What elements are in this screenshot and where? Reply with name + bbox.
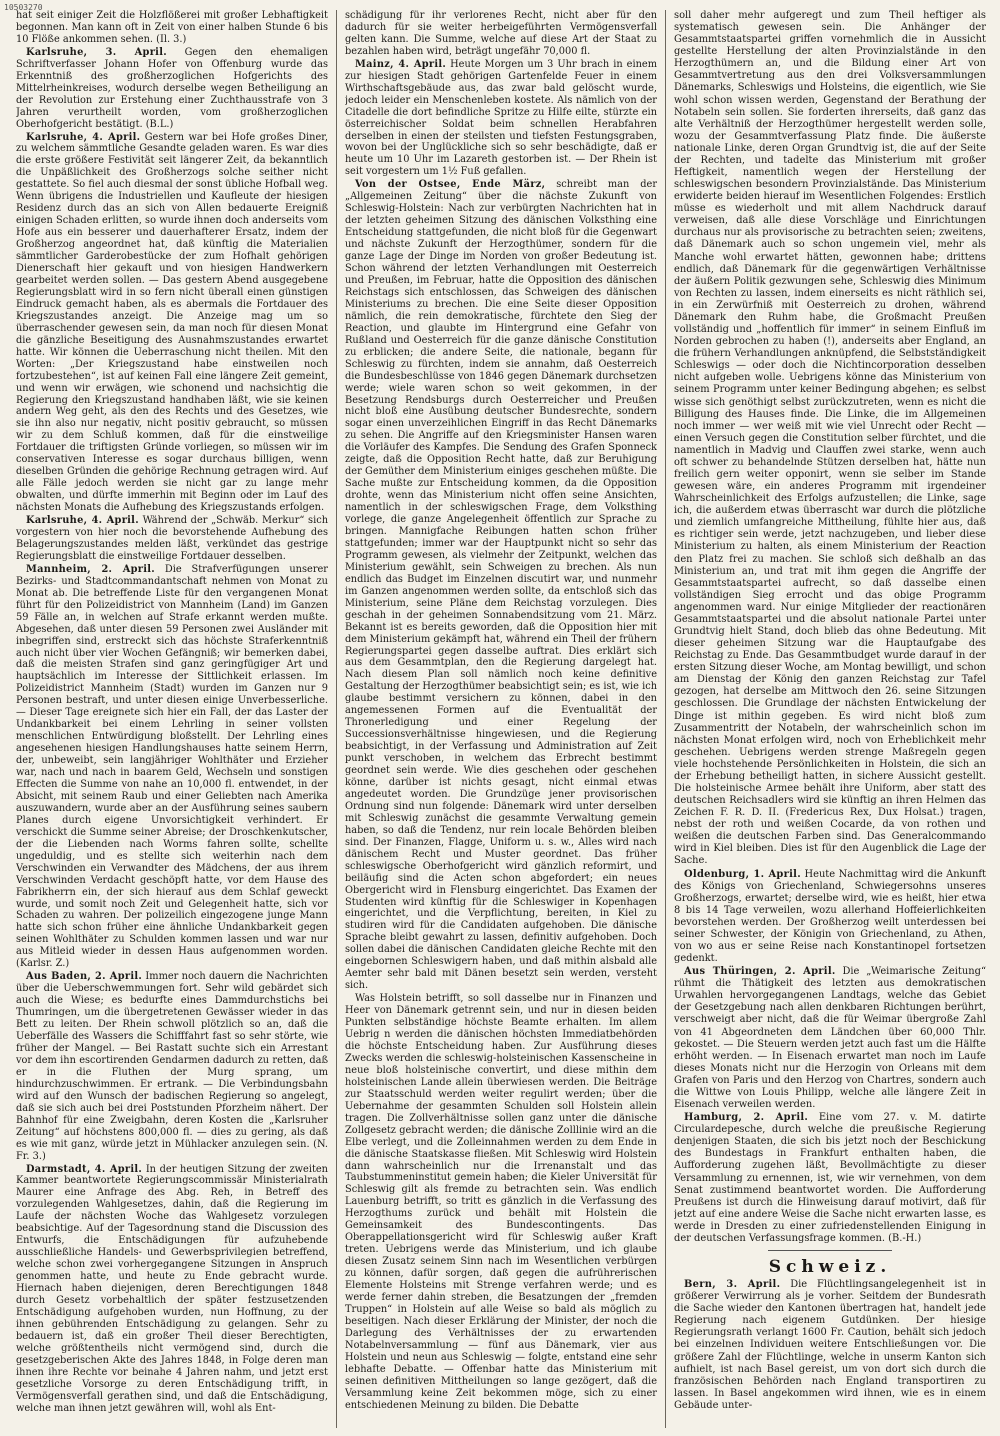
article-text: Heute Morgen um 3 Uhr brach in einem zur hiesigen Stadt gehörigen Gartenfelde Feuer in einem Wirthschaftsgebäude aus, das zwar bald gelöscht wurde, jedoch leider ein Menschenleben kostete. Als nämlich von der Citadelle die dort befindliche Spritze zu Hilfe eilte, stürzte ein österreichischer Soldat beim schnellen Herabfahren derselben in einen der steilsten und tiefsten Festungsgraben, wovon bei der Unglückliche sich so sehr beschädigte, daß er heute um 10 Uhr im Lazareth gestorben ist. — Der Rhein ist seit vorgestern um 1½ Fuß gefallen. bbox=[345, 58, 657, 178]
article-paragraph bbox=[16, 10, 328, 46]
article-text: Die „Weimarische Zeitung“ rühmt die Thätigkeit des letzten aus demokratischen Urwahlen hervorgegangenen Landtags, welche das Gebiet der Gesetzgebung nach allen denkbaren Richtungen berührt, verschweigt aber nicht, daß die für Weimar übergroße Zahl von 41 Abgeordneten dem Ländchen über 60,000 Thlr. gekostet. — Die Steuern werden jetzt auch fast um die Hälfte erhöht werden. — In Eisenach erwartet man noch im Laufe dieses Monats nicht nur die Herzogin von Orleans mit dem Grafen von Paris und den Herzog von Chartres, sondern auch die Wittwe von Louis Philipp, welche alle längere Zeit in Eisenach verweilen werden. bbox=[674, 966, 986, 1111]
article-dateline: Mainz, 4. April. bbox=[355, 58, 447, 70]
article-text: soll daher mehr aufgeregt und zum Theil heftiger als systematisch gewesen sein. Die Anhänger der Gesammtstaatspartei griffen vornehmlich die in Aussicht gestellte Herstellung der alten Provinzialstände in den Herzogthümern an, und die Bildung einer Art von Gesammtvertretung aus den drei Volksversammlungen Dänemarks, Schleswigs und Holsteins, die eigentlich, wie Sie wohl schon wissen werden, Gegenstand der Berathung der Notabeln sein sollen. Sie forderten ihrerseits, daß ganz das alte Verhältniß der Herzogthümer hergestellt werden solle, wozu der Gesammtverfassung Platz finde. Die äußerste nationale Linke, deren Organ Grundtvig ist, die auf der Seite der Rechten, und tadelte das Ministerium mit großer Heftigkeit, namentlich wegen der Herstellung der schleswigschen besondern Provinzialstände. Das Ministerium erwiderte beiden hierauf im Wesentlichen Folgendes: Erstlich müsse es wiederholt und mit allem Nachdruck darauf verweisen, daß alle diese Vorschläge und Einrichtungen durchaus nur als provisorische zu betrachten seien; zweitens, daß Dänemark auch so schon ungemein viel, mehr als Manche wohl erwartet hätten, gewonnen habe; drittens endlich, daß Dänemark für die gegenwärtigen Verhältnisse der äußern Politik gezwungen sehe, Schleswig dies Minimum von Rechten zu lassen, indem einerseits es nicht räthlich sei, in ein Zerwürfniß mit Oesterreich zu drohen, während Dänemark den Ruhm habe, die Großmacht Preußen vollständig und „hoffentlich für immer“ in seinem Einfluß im Norden gebrochen zu haben (!), anderseits aber England, an die frühern Verhandlungen anknüpfend, die Selbstständigkeit Schleswigs — oder doch die Nichtincorporation desselben nicht aufgeben wolle. Uebrigens könne das Ministerium von seinem Programm unter keiner Bedingung abgehen; es selbst wisse sich genöthigt selbst zurückzutreten, wenn es nicht die Billigung des Hauses finde. Die Linke, die im Allgemeinen noch immer — wer weiß mit wie viel Unrecht oder Recht — einen Versuch gegen die Constitution selber fürchtet, und die namentlich in Madvig und Clauffen zwei starke, wenn auch oft schwer zu behandelnde Stützen derselben hat, hätte nun freilich gern weiter opponirt, wenn sie selber im Stande gewesen wäre, ein anderes Programm mit irgendeiner Wahrscheinlichkeit des Erfolgs aufzustellen; die Linke, sage ich, die außerdem etwas überrascht war durch die plötzliche und ziemlich umfangreiche Mittheilung, fühlte hier aus, daß es richtiger sein werde, jetzt nachzugeben, und lieber diese Ministerium zu halten, als einem Ministerium der Reaction den Platz frei zu machen. Sie schloß sich deßhalb an das Ministerium an, und trat mit ihm gegen die Angriffe der Gesammtstaatspartei aufrecht, so daß dasselbe einen vollständigen Sieg errocht und das obige Programm angenommen ward. Nur einige Mitglieder der reactionären Gesammtstaatspartei und die absolut nationale Partei unter Grundtvig hielt Stand, doch blieb das ohne Bedeutung. Mit dieser geheimen Sitzung war die Hauptaufgabe des Reichstag zu Ende. Das Gesammtbudget wurde darauf in der ersten Sitzung dieser Woche, am Montag bewilligt, und schon am Dienstag der König den ganzen Reichstag zur Tafel gezogen, hat derselbe am Mittwoch den 26. seine Sitzungen geschlossen. Die Grundlage der nächsten Entwickelung der Dinge ist mithin gegeben. Es wird nicht bloß zum Zusammentritt der Notabeln, der wahrscheinlich schon im nächsten Monat erfolgen wird, noch von Erheblichkeit mehr geschehen. Uebrigens werden strenge Maßregeln gegen viele hochstehende Persönlichkeiten in Holstein, die sich an der Erhebung betheiligt hatten, in sichere Aussicht gestellt. Die holsteinische Armee behält ihre Uniform, aber statt des deutschen Reichsadlers wird sie künftig an ihren Helmen das Zeichen F. R. D. II. (Fredericus Rex, Dux Holsat.) tragen, nebst der roth und weißen Cocarde, da von rothen und weißen die deutschen Farben sind. Das Generalcommando wird in Kiel bleiben. Dies ist für den Augenblick die Lage der Sache. bbox=[674, 10, 986, 867]
article-paragraph bbox=[16, 47, 328, 131]
article-paragraph bbox=[674, 10, 986, 868]
article-paragraph bbox=[16, 515, 328, 563]
article-dateline: Aus Thüringen, 2. April. bbox=[684, 966, 836, 978]
article-paragraph bbox=[674, 966, 986, 1111]
article-paragraph bbox=[674, 1279, 986, 1412]
article-dateline: Bern, 3. April. bbox=[684, 1279, 781, 1291]
column-rule bbox=[336, 10, 337, 1428]
article-dateline: Aus Baden, 2. April. bbox=[26, 971, 143, 983]
article-paragraph bbox=[674, 869, 986, 966]
article-dateline: Karlsruhe, 4. April. bbox=[26, 515, 139, 527]
column-2 bbox=[345, 10, 657, 1428]
article-paragraph bbox=[16, 564, 328, 970]
article-paragraph bbox=[345, 10, 657, 58]
article-paragraph bbox=[345, 993, 657, 1411]
article-paragraph bbox=[16, 1164, 328, 1415]
article-paragraph bbox=[16, 132, 328, 515]
newspaper-page bbox=[16, 10, 986, 1428]
article-dateline: Karlsruhe, 3. April. bbox=[26, 46, 167, 58]
column-rule bbox=[665, 10, 666, 1428]
column-3 bbox=[674, 10, 986, 1428]
section-divider bbox=[768, 1250, 893, 1251]
article-text: schädigung für ihr verlorenes Recht, nicht aber für den dadurch für sie weiter herbeigeführten Vermögensverfall gelten kann. Die Summe, welche auf diese Art der Staat zu bezahlen haben wird, beträgt ungefähr 70,000 fl. bbox=[345, 10, 657, 57]
article-text: Gestern war bei Hofe großes Diner, zu welchem sämmtliche Gesandte geladen waren. Es war dies die erste größere Festivität seit längerer Zeit, da bekanntlich die Unpäßlichkeit des Großherzogs solche seither nicht gestattete. So fiel auch diesmal der sonst übliche Hofball weg. Wenn übrigens die Industriellen und Kaufleute der hiesigen Residenz durch das an sich von Allen bedauerte Ereigniß einigen Schaden erlitten, so wurde ihnen doch anderseits vom Hofe aus ein besserer und dauerhafterer Ersatz, indem der Großherzog angeordnet hat, daß künftig die Materialien sämmtlicher Garderobestücke der zum Hofhalt gehörigen Dienerschaft hier gekauft und von hiesigen Handwerkern gearbeitet werden sollen. — Das gestern Abend ausgegebene Regierungsblatt wird in so fern nicht überall einen günstigen Eindruck gemacht haben, als es abermals die Fortdauer des Kriegszustandes anzeigt. Die Anzeige mag um so überraschender gewesen sein, da man noch für diesen Monat die gänzliche Beseitigung des Ausnahmszustandes erwartet hatte. Wir können die Ueberraschung nicht theilen. Mit den Worten: „Der Kriegszustand habe einstweilen noch fortzubestehen“, ist auf keinen Fall eine längere Zeit gemeint, und wenn wir erwägen, wie schonend und nachsichtig die Regierung den Kriegszustand handhaben läßt, wie sie keinen andern Weg geht, als den des Rechts und des Gesetzes, wie sie ihn also nur negativ, nicht positiv gebraucht, so müssen wir zu dem Schluß kommen, daß für die einstweilige Fortdauer die triftigsten Gründe vorliegen, so müssen wir im conservativen Interesse es sogar durchaus billigen, wenn dieselben Gründen die gehörige Rechnung getragen wird. Auf alle Fälle jedoch werden sie nicht gar zu lange mehr obwalten, und dürfte immerhin mit Beginn oder im Lauf des nächsten Monats die Aufhebung des Kriegszustands erfolgen. bbox=[16, 131, 328, 514]
article-dateline: Von der Ostsee, Ende März, bbox=[355, 179, 546, 191]
article-text: In der heutigen Sitzung der zweiten Kammer beantwortete Regierungscommissär Ministerialrath Maurer eine Anfrage des Abg. Reh, in Betreff des vorzulegenden Wahlgesetzes, dahin, daß die Regierung im Laufe der nächsten Woche das Wahlgesetz vorzulegen beabsichtige. Auf der Tagesordnung stand die Discussion des Entwurfs, die Entschädigungen für aufzuhebende ausschließliche Handels- und Gewerbsprivilegien betreffend, welche schon zwei vorhergegangene Sitzungen in Anspruch genommen hatte, und heute zu Ende gebracht wurde. Hiernach haben diejenigen, deren Berechtigungen 1848 durch Gesetz vorbehaltlich der später festzusetzenden Entschädigung aufgehoben wurden, nun Hoffnung, zu der ihnen gebührenden Entschädigung zu gelangen. Sehr zu bedauern ist, daß ein großer Theil dieser Berechtigten, welche größtentheils nicht vermögend sind, durch die gesetzgeberischen Akte des Jahres 1848, in Folge deren man ihnen ihre Rechte vor beinahe 4 Jahren nahm, und jetzt erst gesetzliche Vorsorge zu deren Entschädigung trifft, in Vermögensverfall gerathen sind, und daß die Entschädigung, welche man ihnen jetzt gewähren will, wohl als Ent- bbox=[16, 1163, 328, 1414]
article-text: Gegen den ehemaligen Schriftverfasser Johann Hofer von Offenburg wurde das Erkenntniß des großherzoglichen Hofgerichts des Mittelrheinkreises, wodurch derselbe wegen Betheiligung an der Revolution zur Erstehung einer Zuchthausstrafe von 3 Jahren verurtheilt worden, vom großherzoglichen Oberhofgericht bestätigt. (B.L.) bbox=[16, 46, 328, 130]
article-text: Immer noch dauern die Nachrichten über die Ueberschwemmungen fort. Sehr wild gebärdet sich auch die Wiese; es bedurfte eines Dammdurchstichs bei Thumringen, um die übergetretenen Gewässer wieder in das Bett zu leiten. Der Rhein schwoll plötzlich so an, daß die Ueberfälle des Wassers die Schifffahrt fast so sehr störte, wie früher der Mangel. — Bei Rastatt suchte sich ein Arrestant vor dem ihn escortirenden Gendarmen dadurch zu retten, daß er in die Fluthen der Murg sprang, um hindurchzuschwimmen. Er ertrank. — Die Verbindungsbahn wird auf den Wunsch der badischen Regierung so angelegt, daß sie sich auch bei drei Poststunden Pforzheim nähert. Der Bahnhof für eine Zweigbahn, deren Kosten die „Karlsruher Zeitung“ auf höchstens 800,000 fl. — dies zu gering, als daß es wie mit ganz, würde jetzt in Mühlacker anzulegen sein. (N. Fr. 3.) bbox=[16, 971, 328, 1162]
article-dateline: Mannheim, 2. April. bbox=[26, 563, 155, 575]
article-text: hat seit einiger Zeit die Holzflößerei mit großer Lebhaftigkeit begonnen. Man kann oft in Zeit von einer halben Stunde 6 bis 10 Flöße ankommen sehen. (Il. 3.) bbox=[16, 10, 328, 45]
article-text: schreibt man der „Allgemeinen Zeitung“ über die nächste Zukunft von Schleswig-Holstein: Nach zur verbürgten Nachrichten hat in der letzten geheimen Sitzung des dänischen Volksthing eine Entscheidung stattgefunden, die nicht bloß für die Gegenwart und nächste Zukunft der Herzogthümer, sondern für die ganze Lage der Dinge im Norden von großer Bedeutung ist. Schon während der letzten Verhandlungen mit Oesterreich und Preußen, im Februar, hatte die Opposition des dänischen Reichstags sich entschlossen, das Schweigen des dänischen Ministeriums zu brechen. Die eine Seite dieser Opposition nämlich, die rein demokratische, fürchtete den Sieg der Reaction, und glaubte im Hintergrund eine Gefahr von Rußland und Oesterreich für die ganze dänische Constitution zu erblicken; die andere Seite, die nationale, begann für Schleswig zu fürchten, indem sie annahm, daß Oesterreich die Bundesbeschlüsse von 1846 gegen Dänemark durchsetzen werde; wiele waren schon so weit gekommen, in der Besetzung Rendsburgs durch Oesterreicher und Preußen nicht bloß eine Ausübung deutscher Bundesrechte, sondern sogar einen unverzeihlichen Eingriff in das Recht Dänemarks zu sehen. Die Angriffe auf den Kriegsminister Hansen waren die Vorläufer des Kampfes. Die Sendung des Grafen Sponneck zeigte, daß die Opposition Recht hatte, daß zur Beruhigung der Gemüther dem Ministerium einiges geschehen müßte. Die Sache mußte zur Entscheidung kommen, da die Opposition drohte, wenn das Ministerium nicht offen seine Ansichten, namentlich in der schleswigschen Frage, dem Volksthing vorlege, die ganze Angelegenheit öffentlich zur Sprache zu bringen. Mannigfache Reibungen hatten schon früher stattgefunden; immer war der Hauptpunkt nicht so sehr das Programm gewesen, als vielmehr der Zeitpunkt, welchen das Ministerium gewählt, sein Schweigen zu brechen. Als nun endlich das Budget im Einzelnen discutirt war, und nunmehr im Ganzen angenommen werden sollte, da entschloß sich das Ministerium, seine Pläne dem Reichstag vorzulegen. Dies geschah in der geheimen Sonnabendsitzung vom 21. März. Bekannt ist es bereits geworden, daß die Opposition hier mit dem Ministerium gekämpft hat, während ein Theil der frühern Regierungspartei gegen dasselbe auftrat. Dies erklärt sich aus dem Gesammtplan, den die Regierung dargelegt hat. Nach diesem Plan soll nämlich noch keine definitive Gestaltung der Herzogthümer beabsichtigt sein; es ist, wie ich glaube bestimmt versichern zu können, dabei in den angemessenen Formen auf die Eventualität der Thronerledigung und einer Regelung der Successionsverhältnisse hingewiesen, und die Regierung beabsichtigt, in der Verfassung und Administration auf Zeit punkt verschoben, in welchem das Erbrecht bestimmt geordnet sein werde. Wie dies geschehen oder geschehen könne, darüber ist nichts gesagt, nicht einmal etwas angedeutet worden. Die Grundzüge jener provisorischen Ordnung sind nun folgende: Dänemark wird unter derselben mit Schleswig zunächst die gesammte Verwaltung gemein haben, so daß die Tendenz, nur rein locale Behörden bleiben sind. Der Finanzen, Flagge, Uniform u. s. w., Alles wird nach dänischem Recht und Muster geordnet. Das früher schleswigsche Oberhofgericht wird gänzlich reformirt, und beiläufig sind die Acten schon abgefordert; ein neues Obergericht wird in Flensburg eingerichtet. Das Examen der Studenten wird künftig für die Schleswiger in Kopenhagen eingerichtet, und die Verpflichtung, bereiten, in Kiel zu studiren wird für die Candidaten aufgehoben. Die dänische Sprache bleibt gewahrt zu lassen, definitiv aufgehoben. Doch sollen dabei die dänischen Candidaten gleiche Rechte mit den eingebornen Schleswigern haben, und daß mithin alsbald alle Aemter sehr bald mit Dänen besetzt sein werden, versteht sich. bbox=[345, 179, 657, 992]
column-1 bbox=[16, 10, 328, 1428]
article-paragraph bbox=[674, 1112, 986, 1245]
article-text: Die Flüchtlingsangelegenheit ist in größerer Verwirrung als je vorher. Seitdem der Bundesrath die Sache wieder den Kantonen übertragen hat, handelt jede Regierung nach eigenem Gutdünken. Der hiesige Regierungsrath verlangt 1600 Fr. Caution, behält sich jedoch bei einzelnen Individuen weitere Entschließungen vor. Die größere Zahl der Flüchtlinge, welche in unserm Kanton sich aufhielt, ist nach Basel gereist, um von dort sich durch die französischen Behörden nach England transportiren zu lassen. In Basel angekommen wird ihnen, wie es in einem Gebäude unter- bbox=[674, 1279, 986, 1411]
article-dateline: Darmstadt, 4. April. bbox=[26, 1163, 143, 1175]
article-paragraph bbox=[16, 971, 328, 1162]
article-dateline: Hamburg, 2. April. bbox=[684, 1112, 809, 1124]
article-text: Eine vom 27. v. M. datirte Circulardepesche, durch welche die preußische Regierung denjenigen Staaten, die sich bis jetzt noch der Beschickung des Bundestags in Frankfurt enthalten haben, die Aufforderung zugehen läßt, Bevollmächtigte zu dieser Versammlung zu ernennen, ist, wie wir vernehmen, von dem Senat zustimmend beantwortet worden. Die Aufforderung Preußens ist durch die Hinweisung darauf motivirt, daß für jetzt auf eine andere Weise die Sache nicht erwarten lasse, es werde in Dresden zu einer zufriedenstellenden Einigung in der deutschen Verfassungsfrage kommen. (B.-H.) bbox=[674, 1112, 986, 1244]
section-heading: Schweiz. bbox=[768, 1256, 892, 1277]
document-id: 10503270 bbox=[4, 3, 43, 12]
article-text: Was Holstein betrifft, so soll dasselbe nur in Finanzen und Heer von Dänemark getrennt sein, und nur in diesen beiden Punkten selbständige höchste Beamte erhalten. Im allem Uebrig n werden die dänischen höchsten Immediatbehörden die höchste Entscheidung haben. Zur Ausführung dieses Zwecks werden die schleswig-holsteinischen Kassenscheine in neue bloß holsteinische convertirt, und diese mithin dem holsteinischen Lande allein überwiesen werden. Die Beiträge zur Staatsschuld werden weiter regulirt werden; über die Uebernahme der gesammten Schulden soll Holstein allein tragen. Die Zollverhältnisse sollen ganz unter die dänische Zollgesetz gebracht werden; die dänische Zolllinie wird an die Elbe verlegt, und die Zolleinnahmen werden zu dem Ende in die dänische Staatskasse fließen. Mit Schleswig wird Holstein dann wahrscheinlich nur die Irrenanstalt und das Taubstummeninstitut gemein haben; die Kieler Universität für Schleswig gilt als fremde zu betrachten sein. Was endlich Lauenburg betrifft, so tritt es gänzlich in die Verfassung des Herzogthums zurück und behält mit Holstein die Gemeinsamkeit des Bundescontingents. Das Oberappellationsgericht wird für Schleswig außer Kraft treten. Uebrigens werde das Ministerium, und ich glaube diesen Zusatz seinem Sinn nach im Wesentlichen verbürgen zu können, dafür sorgen, daß gegen die aufrührerischen Elemente Holsteins mit Strenge verfahren werde; und es werde ferner dahin streben, die Besatzungen der „fremden Truppen“ in Holstein auf alle Weise so bald als möglich zu beseitigen. Nach dieser Erklärung der Minister, der noch die Darlegung des Verhältnisses der zu erwartenden Notabelnversammlung — fünf aus Dänemark, vier aus Holstein und neun aus Schleswig — folgte, entstand eine sehr lebhafte Debatte. — Offenbar hatte das Ministerium mit seinen definitiven Mittheilungen so lange gezögert, daß die Versammlung keine Zeit bekommen möge, sich zu einer entschiedenen Meinung zu bilden. Die Debatte bbox=[345, 993, 657, 1411]
article-text: Die Strafverfügungen unserer Bezirks- und Stadtcommandantschaft nehmen von Monat zu Monat ab. Die betreffende Liste für den vergangenen Monat führt für den Polizeidistrict von Mannheim (Land) im Ganzen 59 Fälle an, in welchen auf Strafe erkannt werden mußte. Abgesehen, daß unter diesen 59 Personen zwei Ausländer mit inbegriffen sind, erstreckt sich das höchste Straferkenntniß auch nicht über vier Wochen Gefängniß; wir bemerken dabei, daß die meisten Strafen sind ganz geringfügiger Art und hauptsächlich im Interesse der Sittlichkeit erlassen. Im Polizeidistrict Mannheim (Stadt) wurden im Ganzen nur 9 Personen bestraft, und unter diesen einige Unverbesserliche. — Dieser Tage ereignete sich hier ein Fall, der das Laster der Undankbarkeit bei einem Lehrling in seiner vollsten menschlichen Entwürdigung bloßstellt. Der Lehrling eines angesehenen hiesigen Handlungshauses hatte seinem Herrn, der, unbeweibt, sein langjähriger Wohlthäter und Erzieher war, nach und nach in baarem Geld, Wechseln und sonstigen Effecten die Summe von nahe an 10,000 fl. entwendet, in der Absicht, mit seinem Raub und einer Geliebten nach Amerika auszuwandern, wurde aber an der Ausführung seines saubern Planes durch eigene Unvorsichtigkeit verhindert. Er verschickt die Summe seiner Abreise; der Droschkenkutscher, der die Liebenden nach Worms fahren sollte, schellte ungeduldig, und es stellte sich weiterhin nach dem Verschwinden ein Verwandter des Mädchens, der aus ihrem Verschwinden Verdacht geschöpft hatte, vor dem Hause des Fabrikherrn ein, der sich hierauf aus dem Schlaf geweckt wurde, und somit noch Zeit und Gelegenheit hatte, sich vor Schaden zu wahren. Der polizeilich eingezogene junge Mann hatte sich schon früher eine ähnliche Undankbarkeit gegen seinen Wohlthäter zu Schulden kommen lassen und war nur aus Mitleid wieder in dessen Haus aufgenommen worden. (Karlsr. Z.) bbox=[16, 563, 328, 970]
article-text: Heute Nachmittag wird die Ankunft des Königs von Griechenland, Schwiegersohns unseres Großherzogs, erwartet; derselbe wird, wie es heißt, hier etwa 8 bis 14 Tage verweilen, wozu allerhand Hoffeierlichkeiten bevorstehen werden. Der Großherzog weilt unterdessen bei seiner Schwester, der Königin von Griechenland, zu Athen, von wo aus er seine Reise nach Konstantinopel fortsetzen gedenkt. bbox=[674, 868, 986, 965]
article-dateline: Oldenburg, 1. April. bbox=[684, 868, 801, 880]
article-paragraph bbox=[345, 59, 657, 179]
article-paragraph bbox=[345, 179, 657, 992]
article-text: Während der „Schwäb. Merkur“ sich vorgestern von hier noch die bevorstehende Aufhebung des Belagerungszustandes melden läßt, verkündet das gestrige Regierungsblatt die einstweilige Fortdauer desselben. bbox=[16, 515, 328, 562]
article-dateline: Karlsruhe, 4. April. bbox=[26, 131, 141, 143]
